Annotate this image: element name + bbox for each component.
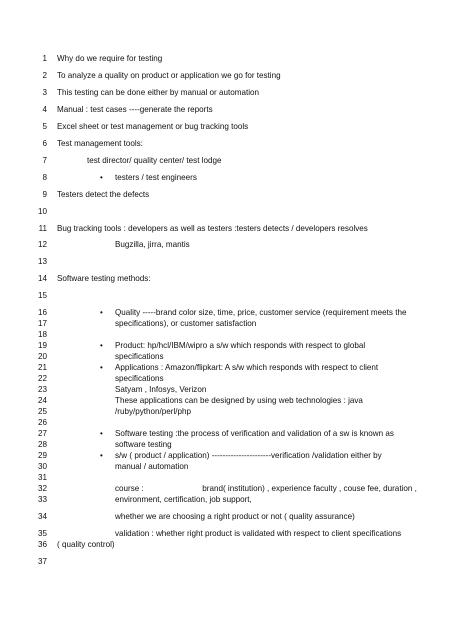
line-number: 29 [37,451,47,460]
bullet-icon: • [100,451,103,460]
line-number: 33 [37,495,47,504]
line-number: 9 [42,190,47,199]
bullet-icon: • [100,308,103,317]
document-line: validation : whether right product is validated with respect to client specifications [115,529,402,538]
line-number: 24 [37,396,47,405]
line-number: 21 [37,363,47,372]
document-line: Software testing :the process of verification and validation of a sw is known as [115,429,394,438]
document-line: Testers detect the defects [57,190,150,199]
document-line: test director/ quality center/ test lodge [87,156,222,165]
document-line: This testing can be done either by manual or automation [57,88,260,97]
line-number: 6 [42,139,47,148]
document-line: These applications can be designed by using web technologies : java [115,396,363,405]
line-number: 4 [42,105,47,114]
document-line: testers / test engineers [115,173,197,182]
line-number: 5 [42,122,47,131]
bullet-icon: • [100,429,103,438]
line-number: 35 [37,529,47,538]
line-number: 15 [37,291,47,300]
document-line: Software testing methods: [57,274,151,283]
document-line: Product: hp/hcl/IBM/wipro a s/w which responds with respect to global [115,341,366,350]
document-line: Satyam , Infosys, Verizon [115,385,207,394]
document-line: specifications [115,374,164,383]
line-number: 25 [37,407,47,416]
document-line: ( quality control) [57,540,115,549]
line-number: 23 [37,385,47,394]
document-line: Bugzilla, jirra, mantis [115,240,190,249]
line-number: 37 [37,557,47,566]
line-number: 22 [37,374,47,383]
line-number: 36 [37,540,47,549]
bullet-icon: • [100,341,103,350]
line-number: 17 [37,319,47,328]
document-line: To analyze a quality on product or application we go for testing [57,71,281,80]
document-line: environment, certification, job support, [115,495,252,504]
document-line: Quality -----brand color size, time, price, customer service (requirement meets the [115,308,407,317]
bullet-icon: • [100,173,103,182]
document-line: Test management tools: [57,139,143,148]
line-number: 26 [37,418,47,427]
document-line: Bug tracking tools : developers as well as testers :testers detects / developers resolves [57,224,368,233]
line-number: 16 [37,308,47,317]
line-number: 10 [37,207,47,216]
document-line: course : brand( institution) , experience faculty , couse fee, duration , [115,484,417,493]
bullet-icon: • [100,363,103,372]
line-number: 1 [42,54,47,63]
line-number: 20 [37,352,47,361]
document-line: Applications : Amazon/flipkart: A s/w which responds with respect to client [115,363,379,372]
document-line: Manual : test cases ----generate the reports [57,105,213,114]
line-number: 14 [37,274,47,283]
document-line: s/w ( product / application) ----------------------verification /validation either by [115,451,382,460]
line-number: 7 [42,156,47,165]
line-number: 28 [37,440,47,449]
line-number: 3 [42,88,47,97]
line-number: 8 [42,173,47,182]
document-line: specifications [115,352,164,361]
line-number: 11 [38,224,47,233]
line-number: 18 [37,330,47,339]
line-number: 31 [37,473,47,482]
line-number: 2 [42,71,47,80]
line-number: 27 [37,429,47,438]
document-line: Excel sheet or test management or bug tracking tools [57,122,249,131]
document-line: specifications), or customer satisfaction [115,319,257,328]
line-number: 30 [37,462,47,471]
line-number: 34 [37,512,47,521]
document-line: Why do we require for testing [57,54,163,63]
document-line: manual / automation [115,462,189,471]
line-number: 19 [37,341,47,350]
document-line: whether we are choosing a right product or not ( quality assurance) [115,512,355,521]
line-number: 32 [37,484,47,493]
document-line: software testing [115,440,172,449]
line-number: 13 [37,257,47,266]
line-number: 12 [37,240,47,249]
document-line: /ruby/python/perl/php [115,407,192,416]
